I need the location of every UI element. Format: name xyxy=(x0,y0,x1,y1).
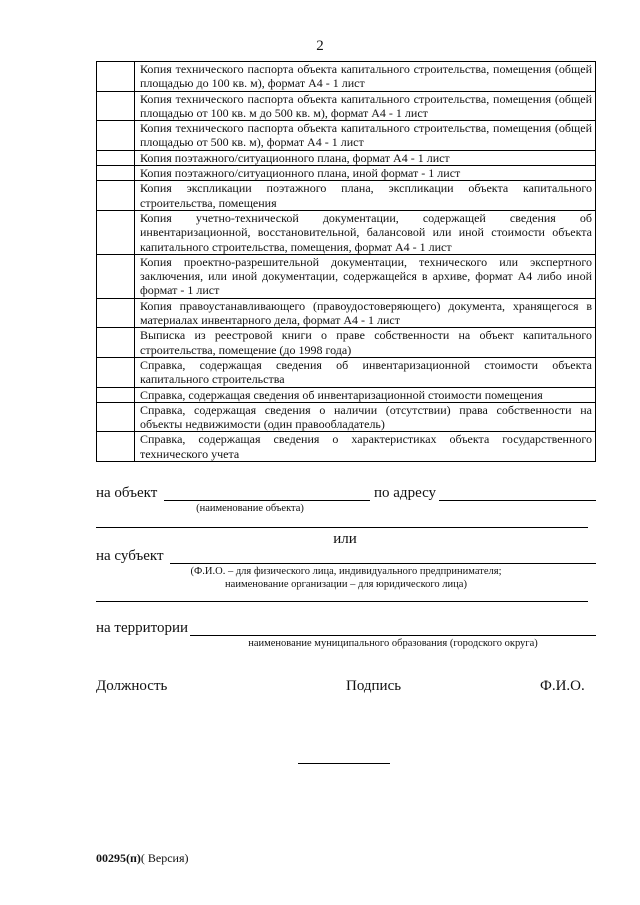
address-label: по адресу xyxy=(374,485,437,501)
page-number: 2 xyxy=(316,38,324,54)
services-table-body xyxy=(97,62,596,462)
row-number-cell xyxy=(97,150,135,165)
table-row xyxy=(97,91,596,121)
subject-hint-2: наименование организации – для юридического лица) xyxy=(225,579,467,590)
row-number-cell xyxy=(97,402,135,432)
table-row xyxy=(97,357,596,387)
territory-field[interactable] xyxy=(190,635,596,636)
table-row xyxy=(97,181,596,211)
subject-field[interactable] xyxy=(170,563,596,564)
table-row xyxy=(97,254,596,298)
table-row xyxy=(97,387,596,402)
table-row xyxy=(97,166,596,181)
table-row xyxy=(97,432,596,462)
sign-label: Подпись xyxy=(346,678,402,694)
table-row xyxy=(97,121,596,151)
row-description-cell: Справка, содержащая сведения об инвентаризационной стоимости объекта капитального строительства xyxy=(135,357,596,387)
row-number-cell xyxy=(97,357,135,387)
row-number-cell xyxy=(97,387,135,402)
row-description-cell: Копия учетно-технической документации, содержащей сведения об инвентаризационной, восстановительной, балансовой или иной стоимости объекта капитального строительства, помещения, формат А4 - 1 лист xyxy=(135,210,596,254)
row-number-cell xyxy=(97,166,135,181)
row-description-cell: Копия экспликации поэтажного плана, экспликации объекта капитального строительства, помещения xyxy=(135,181,596,211)
row-description-cell: Выписка из реестровой книги о праве собственности на объект капитального строительства, помещение (до 1998 года) xyxy=(135,328,596,358)
row-number-cell xyxy=(97,432,135,462)
position-label: Должность xyxy=(96,678,168,694)
object-label: на объект xyxy=(96,485,158,501)
document-version: ( Версия) xyxy=(140,851,189,865)
separator-line xyxy=(298,763,390,764)
services-table xyxy=(96,61,596,462)
document-code-number: 00295(п) xyxy=(96,851,141,865)
table-row xyxy=(97,328,596,358)
subject-hint-1: (Ф.И.О. – для физического лица, индивидуального предпринимателя; xyxy=(190,566,502,577)
row-description-cell: Копия поэтажного/ситуационного плана, иной формат - 1 лист xyxy=(135,166,596,181)
row-description-cell: Копия поэтажного/ситуационного плана, формат А4 - 1 лист xyxy=(135,150,596,165)
row-description-cell: Справка, содержащая сведения о наличии (отсутствии) права собственности на объекты недвижимости (один правообладатель) xyxy=(135,402,596,432)
row-description-cell: Копия технического паспорта объекта капитального строительства, помещения (общей площадью от 100 кв. м до 500 кв. м), формат А4 - 1 лист xyxy=(135,91,596,121)
row-description-cell: Копия проектно-разрешительной документации, технического или экспертного заключения, или иной документации, содержащейся в архиве, формат А4 либо иной формат - 1 лист xyxy=(135,254,596,298)
row-number-cell xyxy=(97,298,135,328)
subject-field-line-2[interactable] xyxy=(96,601,588,602)
address-field-line-2[interactable] xyxy=(96,527,588,528)
row-description-cell: Копия правоустанавливающего (правоудостоверяющего) документа, хранящегося в материалах инвентарного дела, формат А4 - 1 лист xyxy=(135,298,596,328)
or-label: или xyxy=(333,531,357,547)
row-number-cell xyxy=(97,91,135,121)
row-number-cell xyxy=(97,328,135,358)
table-row xyxy=(97,62,596,92)
row-description-cell: Копия технического паспорта объекта капитального строительства, помещения (общей площадью от 500 кв. м), формат А4 - 1 лист xyxy=(135,121,596,151)
object-name-field[interactable] xyxy=(164,500,370,501)
territory-label: на территории xyxy=(96,620,189,636)
address-field[interactable] xyxy=(439,500,596,501)
subject-label: на субъект xyxy=(96,548,164,564)
row-number-cell xyxy=(97,254,135,298)
table-row xyxy=(97,402,596,432)
object-hint: (наименование объекта) xyxy=(196,503,304,514)
table-row xyxy=(97,298,596,328)
table-row xyxy=(97,150,596,165)
fio-label: Ф.И.О. xyxy=(540,678,585,694)
row-description-cell: Справка, содержащая сведения об инвентаризационной стоимости помещения xyxy=(135,387,596,402)
row-number-cell xyxy=(97,121,135,151)
document-code xyxy=(96,851,189,866)
territory-hint: наименование муниципального образования (городского округа) xyxy=(248,638,538,649)
row-description-cell: Копия технического паспорта объекта капитального строительства, помещения (общей площадью до 100 кв. м), формат А4 - 1 лист xyxy=(135,62,596,92)
row-number-cell xyxy=(97,210,135,254)
row-number-cell xyxy=(97,181,135,211)
row-description-cell: Справка, содержащая сведения о характеристиках объекта государственного технического учета xyxy=(135,432,596,462)
row-number-cell xyxy=(97,62,135,92)
table-row xyxy=(97,210,596,254)
